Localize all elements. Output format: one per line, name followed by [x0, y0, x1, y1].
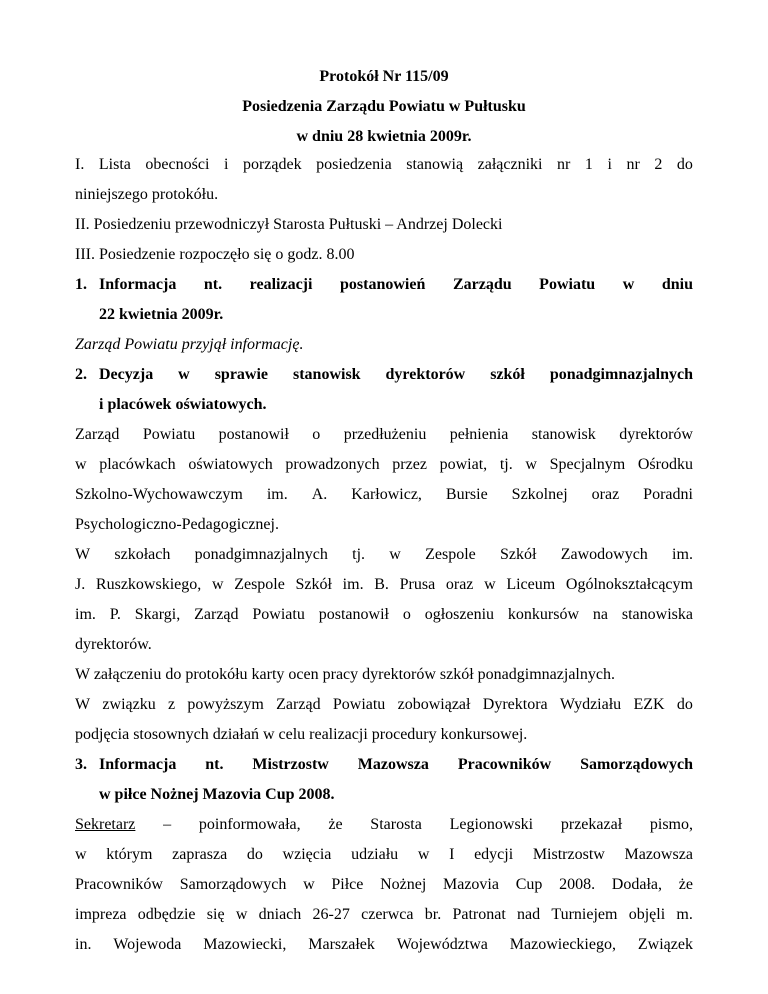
item-2-p1-word: stanowisk [531, 426, 596, 443]
item-3-heading [75, 750, 693, 780]
intro-section [75, 150, 693, 270]
item-2-paragraph-2-last: dyrektorów. [75, 636, 152, 653]
item-1-heading [75, 270, 693, 300]
item-2-p4-word: zobowiązał [397, 696, 471, 713]
item-3-title-word: Mazowsza [357, 756, 429, 773]
intro-p3: III. Posiedzenie rozpoczęło się o godz. 8.00 [75, 246, 355, 263]
item-2-p1-word: przedłużeniu [343, 426, 427, 443]
item-3-p-word: Dodała, [611, 876, 662, 893]
item-3-p-word: in. [75, 936, 92, 953]
item-2-p1-word: placówkach [99, 456, 176, 473]
item-3 [75, 750, 693, 960]
item-2-title-line2: i placówek oświatowych. [99, 396, 267, 413]
item-1-title-word: dniu [661, 276, 693, 293]
item-2-p2-word: postanowił [318, 606, 389, 623]
item-2-p1-word: Specjalnym [549, 456, 626, 473]
item-3-p-word: zaprasza [172, 846, 228, 863]
item-3-p-word: się [206, 906, 225, 923]
item-2-p1-word: Bursie [445, 486, 488, 503]
item-2-p1-word: Karłowicz, [351, 486, 422, 503]
item-2-p2-word: Zespole [425, 546, 476, 563]
item-2-p2-word: oraz [445, 576, 474, 593]
item-3-p-word: nad [517, 906, 541, 923]
item-2 [75, 360, 693, 750]
intro-p1-word: Lista [98, 156, 131, 173]
item-3-p-word: Pracowników [75, 876, 163, 893]
item-3-p-word: pismo, [649, 816, 693, 833]
item-3-p-word: objęli [628, 906, 666, 923]
item-2-p2-word: w [389, 546, 401, 563]
item-2-p2-line [75, 570, 693, 600]
item-2-p2-word: w [211, 576, 224, 593]
item-3-p-word: czerwca [361, 906, 414, 923]
item-3-p-word: br. [424, 906, 442, 923]
item-2-p1-line [75, 420, 693, 450]
item-2-p2-word: o [402, 606, 411, 623]
item-3-p-line [75, 870, 693, 900]
intro-p1-word: i [607, 156, 612, 173]
item-3-p-word: że [678, 876, 693, 893]
item-1-result: Zarząd Powiatu przyjął informację. [75, 336, 304, 353]
item-3-title-word: nt. [205, 756, 224, 773]
item-2-title-word: dyrektorów [385, 366, 466, 383]
item-2-p2-word: Szkół [500, 546, 537, 563]
item-3-p-word: w [417, 846, 430, 863]
item-2-p2-word: na [592, 606, 608, 623]
item-2-p1-word: oświatowych [188, 456, 273, 473]
item-3-p-line [75, 900, 693, 930]
item-3-p-word: dniach [258, 906, 302, 923]
item-2-p2-word: tj. [352, 546, 366, 563]
speaker-label: Sekretarz [75, 816, 136, 833]
item-2-p2-word: Prusa [399, 576, 436, 593]
item-2-title-word: ponadgimnazjalnych [549, 366, 693, 383]
item-2-p2-word: w [484, 576, 496, 593]
intro-p1-word: nr [557, 156, 571, 173]
item-1-title-word: Powiatu [539, 276, 596, 293]
item-3-p-word: Piłce [331, 876, 364, 893]
item-2-p1-word: w [525, 456, 537, 473]
meeting-title: Posiedzenia Zarządu Powiatu w Pułtusku [242, 98, 526, 115]
item-3-p-word: że [328, 816, 343, 833]
item-3-p-word: Turniejem [551, 906, 618, 923]
item-2-p1-word: tj. [499, 456, 513, 473]
item-2-p1-word: oraz [591, 486, 620, 503]
item-2-title-word: sprawie [214, 366, 269, 383]
item-3-p-word: Mazovia [442, 876, 499, 893]
item-2-p2-line [75, 540, 693, 570]
item-3-p-word: Mazowieckiego, [509, 936, 616, 953]
item-1-title-word: Informacja [99, 276, 177, 293]
intro-p1-line2: niniejszego protokółu. [75, 186, 219, 203]
item-2-p2-word: konkursów [507, 606, 580, 623]
item-2-p1-line [75, 480, 693, 510]
item-2-p2-word: im. [672, 546, 693, 563]
item-2-p4-word: z [168, 696, 176, 713]
intro-p1-line1 [75, 150, 693, 180]
intro-p1-word: posiedzenia [316, 156, 392, 173]
item-2-p2-word: im. [75, 606, 96, 623]
item-3-p-word: Cup [515, 876, 543, 893]
item-2-p1-line [75, 450, 693, 480]
item-2-title-word: szkół [490, 366, 525, 383]
item-3-p-word: w [75, 846, 87, 863]
item-3-p-word: Marszałek [308, 936, 375, 953]
item-3-p-word: Starosta [370, 816, 422, 833]
item-2-p1-word: przez [392, 456, 427, 473]
document-page [75, 62, 693, 960]
item-2-p2-word: W [75, 546, 91, 563]
item-3-paragraph-line1 [75, 810, 693, 840]
item-1-title-line2: 22 kwietnia 2009r. [99, 306, 224, 323]
item-2-p2-word: im. [342, 576, 364, 593]
item-3-p-word: m. [676, 906, 693, 923]
item-3-p-word: Związek [637, 936, 693, 953]
item-2-p2-word: stanowiska [621, 606, 693, 623]
item-3-title-line1 [99, 750, 693, 780]
item-2-p1-word: Zarząd [75, 426, 120, 443]
document-header [75, 62, 693, 152]
item-2-p1-word: prowadzonych [285, 456, 380, 473]
item-3-p-word: edycji [474, 846, 514, 863]
protocol-number: Protokół Nr 115/09 [319, 68, 449, 85]
item-3-p-word: impreza [75, 906, 127, 923]
item-3-p-word: 2008. [559, 876, 596, 893]
item-3-title-word: Samorządowych [580, 756, 693, 773]
item-2-p1-word: postanowił [218, 426, 289, 443]
item-2-p4-word: Powiatu [332, 696, 386, 713]
item-3-number: 3. [75, 756, 87, 773]
intro-p2: II. Posiedzeniu przewodniczył Starosta Pułtuski – Andrzej Dolecki [75, 216, 503, 233]
intro-p1-word: do [676, 156, 693, 173]
item-2-p2-word: ogłoszeniu [424, 606, 495, 623]
item-2-p1-word: Szkolnej [511, 486, 568, 503]
item-3-p-word: do [246, 846, 263, 863]
item-3-title-line2: w piłce Nożnej Mazovia Cup 2008. [99, 786, 335, 803]
item-3-title-word: Pracowników [457, 756, 552, 773]
item-2-p2-word: J. [75, 576, 86, 593]
item-2-p4-word: związku [102, 696, 156, 713]
item-3-p-word: przekazał [560, 816, 623, 833]
item-3-p-line [75, 840, 693, 870]
item-1-title-word: Zarządu [452, 276, 512, 293]
item-2-paragraph-4-line1 [75, 690, 693, 720]
item-2-title-word: stanowisk [292, 366, 361, 383]
item-2-p4-word: powyższym [187, 696, 264, 713]
item-3-p-word: 26-27 [312, 906, 350, 923]
item-2-p1-word: o [312, 426, 321, 443]
item-1-number: 1. [75, 276, 87, 293]
item-2-p2-word: ponadgimnazjalnych [194, 546, 328, 563]
item-3-p-word: odbędzie [137, 906, 196, 923]
item-2-p1-word: pełnienia [449, 426, 509, 443]
item-2-p1-word: Szkolno-Wychowawczym [75, 486, 243, 503]
item-2-p1-word: powiat, [439, 456, 488, 473]
item-1-title-word: w [622, 276, 635, 293]
item-2-p2-word: Zarząd [194, 606, 239, 623]
item-3-p-word: I [449, 846, 455, 863]
item-2-title-word: w [178, 366, 190, 383]
item-3-p-line [75, 930, 693, 960]
item-3-title-word: Mistrzostw [252, 756, 329, 773]
item-2-p4-word: Zarząd [276, 696, 321, 713]
item-1-title-word: nt. [203, 276, 223, 293]
item-2-p2-word: Szkół [295, 576, 332, 593]
intro-p1-word: I. [75, 156, 85, 173]
intro-p1-word: obecności [145, 156, 210, 173]
item-3-p-word: w [235, 906, 248, 923]
item-2-p2-word: Liceum [506, 576, 556, 593]
item-3-p-word: Patronat [452, 906, 506, 923]
item-2-p2-word: Zawodowych [560, 546, 648, 563]
item-3-p-word: Nożnej [380, 876, 427, 893]
item-3-p-word: Mistrzostw [532, 846, 605, 863]
item-1 [75, 270, 693, 360]
intro-p1-word: stanowią [406, 156, 464, 173]
item-2-paragraph-2 [75, 540, 693, 630]
item-2-title-line1 [99, 360, 693, 390]
item-3-p-word: Wojewoda [113, 936, 182, 953]
intro-p1-word: 1 [584, 156, 593, 173]
item-3-title-word: Informacja [99, 756, 177, 773]
item-2-heading [75, 360, 693, 390]
item-2-number: 2. [75, 366, 87, 383]
item-2-p1-word: Poradni [643, 486, 693, 503]
item-2-p2-word: Powiatu [252, 606, 305, 623]
item-3-p-word: Mazowiecki, [203, 936, 287, 953]
item-3-p-word: – [163, 816, 172, 833]
intro-p1-word: porządek [242, 156, 302, 173]
item-2-p1-word: A. [311, 486, 328, 503]
meeting-date: w dniu 28 kwietnia 2009r. [296, 128, 472, 145]
item-2-p1-word: Powiatu [142, 426, 196, 443]
item-3-p-word: w [303, 876, 315, 893]
item-2-p4-word: do [676, 696, 693, 713]
item-2-p4-word: Wydziału [559, 696, 622, 713]
item-3-p-word: poinformowała, [198, 816, 301, 833]
item-2-p1-word: dyrektorów [619, 426, 693, 443]
item-2-paragraph-1 [75, 420, 693, 510]
item-2-p4-word: Dyrektora [482, 696, 548, 713]
intro-p1-word: załączniki [477, 156, 543, 173]
item-2-p2-word: szkołach [114, 546, 171, 563]
item-2-p2-word: Skargi, [134, 606, 181, 623]
item-3-p-word: udziału [351, 846, 399, 863]
item-2-p2-word: B. [374, 576, 389, 593]
item-2-p1-word: w [75, 456, 87, 473]
item-2-title-word: Decyzja [99, 366, 154, 383]
item-2-p2-word: Zespole [234, 576, 285, 593]
item-2-paragraph-3: W załączeniu do protokółu karty ocen pracy dyrektorów szkół ponadgimnazjalnych. [75, 666, 615, 683]
item-2-p4-word: W [75, 696, 91, 713]
item-3-p-word: wzięcia [282, 846, 332, 863]
item-3-p-word: Województwa [396, 936, 488, 953]
item-3-paragraph [75, 840, 693, 960]
item-2-p1-word: im. [266, 486, 288, 503]
item-3-p-word: Legionowski [449, 816, 534, 833]
intro-p1-word: 2 [654, 156, 663, 173]
intro-p1-word: i [223, 156, 229, 173]
item-3-p-word: Mazowsza [624, 846, 693, 863]
item-2-p2-word: Ruszkowskiego, [95, 576, 202, 593]
intro-p1-word: nr [626, 156, 640, 173]
item-3-p-word: Samorządowych [179, 876, 287, 893]
item-2-paragraph-1-last: Psychologiczno-Pedagogicznej. [75, 516, 279, 533]
item-3-p-word: którym [106, 846, 153, 863]
item-2-p2-word: Ogólnokształcącym [565, 576, 693, 593]
item-2-p1-word: Ośrodku [637, 456, 693, 473]
item-2-p2-word: P. [109, 606, 121, 623]
item-2-p2-line [75, 600, 693, 630]
item-1-title-word: postanowień [340, 276, 426, 293]
item-2-p4-word: EZK [633, 696, 665, 713]
item-1-title-word: realizacji [249, 276, 313, 293]
item-2-paragraph-4-line2: podjęcia stosownych działań w celu realizacji procedury konkursowej. [75, 726, 528, 743]
item-1-title-line1 [99, 270, 693, 300]
